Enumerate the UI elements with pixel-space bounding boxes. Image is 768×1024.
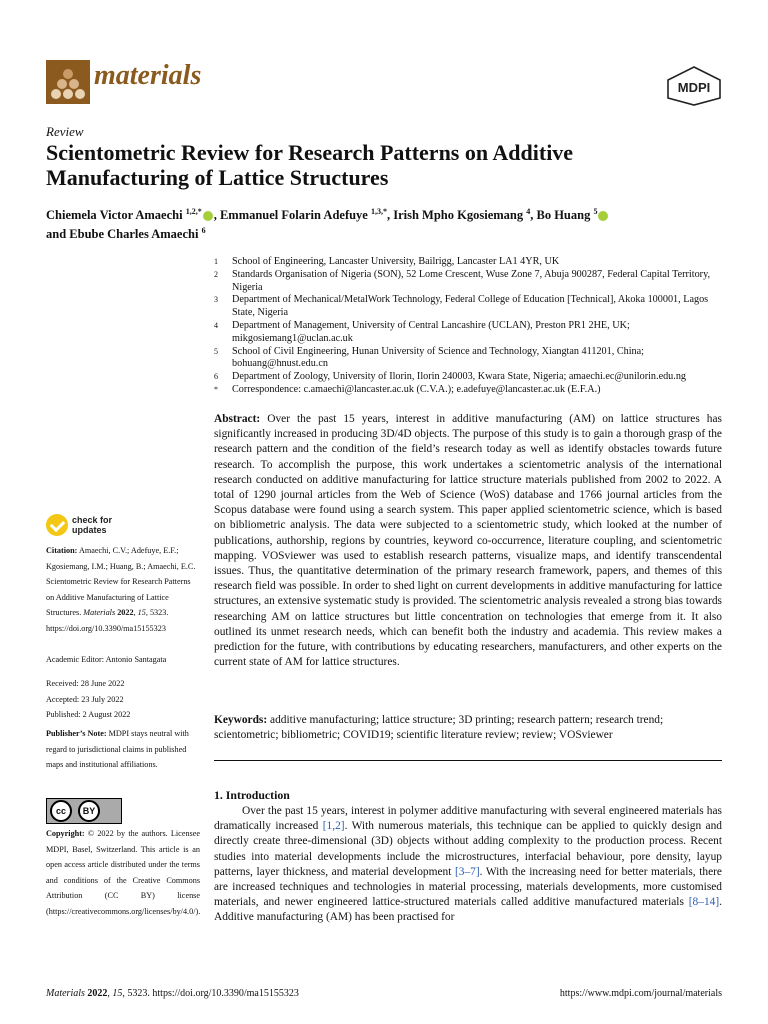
mdpi-logo-icon bbox=[666, 66, 722, 106]
publisher-note: Publisher’s Note: MDPI stays neutral with regard to jurisdictional claims in published maps and institutional affiliations. bbox=[46, 729, 189, 769]
received-date: Received: 28 June 2022 bbox=[46, 679, 125, 688]
author-name[interactable]: Ebube Charles Amaechi bbox=[69, 227, 199, 242]
author-affiliation-sup: 4 bbox=[526, 207, 531, 216]
citation-link[interactable]: [1,2] bbox=[322, 820, 345, 833]
publisher-name: MDPI bbox=[677, 80, 711, 95]
dates-block bbox=[46, 676, 200, 723]
author-list: Chiemela Victor Amaechi $^{1,2,*}$ , Emmanuel Folarin Adefuye $^{1,3,*}$, Irish Mpho Kgosiemang $^4$, Bo Huang $^5$ and Ebube Charles Amaechi $^6$ bbox=[46, 204, 726, 242]
orcid-icon[interactable] bbox=[203, 211, 213, 221]
orcid-icon[interactable] bbox=[598, 211, 608, 221]
accepted-date: Accepted: 23 July 2022 bbox=[46, 694, 124, 704]
affiliation-item: 3 Department of Mechanical/MetalWork Technology, Federal College of Education [Technical], Akoka 100001, Lagos State, Nigeria bbox=[214, 294, 709, 319]
footer-journal-url[interactable]: https://www.mdpi.com/journal/materials bbox=[559, 988, 722, 999]
page-title: Scientometric Review for Research Patterns on Additive Manufacturing of Lattice Structures bbox=[46, 140, 574, 190]
citation-link[interactable]: [8–14] bbox=[688, 896, 720, 909]
footer-citation: Materials 2022, 15, 5323. https://doi.org/10.3390/ma15155323 bbox=[46, 988, 299, 999]
section-divider bbox=[214, 760, 722, 761]
abstract bbox=[214, 412, 722, 670]
cc-by-license-icon[interactable]: cc BY bbox=[46, 798, 122, 824]
author-name[interactable]: Emmanuel Folarin Adefuye bbox=[219, 208, 368, 223]
affiliation-item: 1 School of Engineering, Lancaster University, Bailrigg, Lancaster LA1 4YR, UK bbox=[214, 256, 560, 267]
author-name[interactable]: Bo Huang bbox=[536, 208, 591, 223]
keywords-label: Keywords: bbox=[214, 714, 268, 726]
author-affiliation-sup: 6 bbox=[201, 226, 206, 236]
author-affiliation-sup: 1,2,* bbox=[185, 207, 202, 216]
check-icon bbox=[46, 514, 68, 536]
author-affiliation-sup: 5 bbox=[593, 207, 598, 216]
author-name[interactable]: Irish Mpho Kgosiemang bbox=[393, 208, 524, 223]
affiliation-item: 5 School of Civil Engineering, Hunan University of Science and Technology, Xiangtan 411201, China; bohuang@hnust.edu.cn bbox=[214, 345, 644, 370]
affiliation-item: 6 Department of Zoology, University of Ilorin, Ilorin 240003, Kwara State, Nigeria; amaechi.ec@unilorin.edu.ng bbox=[214, 371, 687, 383]
citation-block: Citation: Amaechi, C.V.; Adefuye, E.F.; Kgosiemang, I.M.; Huang, B.; Amaechi, E.C. Scientometric Review for Research Patterns on Additive Manufacturing of Lattice Structures. Materials 2022, 15, 5323. https://doi.org/10.3390/ma15155323 bbox=[46, 546, 196, 633]
author-affiliation-sup: 1,3,* bbox=[370, 207, 387, 216]
journal-logo-icon bbox=[46, 60, 90, 104]
author-name[interactable]: Chiemela Victor Amaechi bbox=[46, 208, 183, 223]
correspondence-item: * Correspondence: c.amaechi@lancaster.ac.uk (C.V.A.); e.adefuye@lancaster.ac.uk (E.F.A.) bbox=[214, 383, 601, 395]
check-for-updates-button[interactable]: check for updates bbox=[46, 514, 112, 536]
affiliation-item: 4 Department of Management, University of Central Lancashire (UCLAN), Preston PR1 2HE, UK; mikgosiemang1@uclan.ac.uk bbox=[214, 319, 630, 344]
affiliation-item: 2 Standards Organisation of Nigeria (SON), 52 Lome Crescent, Wuse Zone 7, Abuja 900287, Federal Capital Territory, Nigeria bbox=[214, 268, 711, 293]
abstract-text: Over the past 15 years, interest in additive manufacturing (AM) on lattice structures has significantly increased in producing 3D/4D objects. The purpose of this study is to gain a thorough grasp of the research pattern and the condition of the field’s research today as well as identify obstacles towards future research. To accomplish the purpose, this work undertakes a scientometric analysis of the international research conducted on additive manufacturing for lattice structure materials published from 2002 to 2022. A total of 1290 journal articles from the Web of Science (WoS) database and 1766 journal articles from the Scopus database were found using a search system. This paper applied scientometric science, which is based on bibliometric analysis. The data were subjected to a scientometric study, which looked at the number of publications, authorship, regions by countries, keyword co-occurrence, literature coupling, and scientometric mapping. VOSviewer was used to establish research patterns, visualize maps, and identify transcendental issues. Thus, the quantitative determination of the primary research framework, papers, and themes of this research field was possible. In order to shed light on current developments in additive manufacturing for lattice structures, an extensive systematic study is provided. The scientometric analysis revealed a strong bias towards researching AM on lattice structures but little concentration on technologies that emerge from it. It also outlined its unmet research needs, which can benefit both the industry and academia. This review makes a prediction for the future, with contributions by educating researchers, manufacturers, and other experts on the current state of AM for lattice structures. bbox=[214, 413, 722, 669]
keywords-text: additive manufacturing; lattice structure; 3D printing; research pattern; research trend; scientometric; bibliometric; COVID19; scientific literature review; review; VOSviewer bbox=[214, 714, 664, 742]
affiliation-list bbox=[214, 256, 726, 397]
journal-name: materials bbox=[94, 60, 202, 91]
keywords bbox=[214, 713, 722, 743]
section-heading: 1. Introduction bbox=[214, 788, 290, 802]
intro-paragraph: Over the past 15 years, interest in polymer additive manufacturing with several engineered materials has dramatically increased [1,2]. With numerous materials, this technique can be applied to quickly design and directly create three-dimensional (3D) objects without adding complexity to the production process. Recent studies into material developments include the microstructures, interfacial behaviour, pore density, layup patterns, layer thickness, and material development [3–7]. With the increasing need for better materials, there are increased techniques and technologies in material processing, materials developments, more customised materials, and newer engineered lattice-structured materials called additive manufactured materials [8–14]. Additive manufacturing (AM) has been practised for bbox=[214, 805, 722, 924]
citation-link[interactable]: [3–7] bbox=[454, 865, 480, 878]
copyright-block: Copyright: © 2022 by the authors. Licensee MDPI, Basel, Switzerland. This article is an open access article distributed under the terms and conditions of the Creative Commons Attribution (CC BY) license (https://creativecommons.org/licenses/by/4.0/). bbox=[46, 829, 201, 916]
published-date: Published: 2 August 2022 bbox=[46, 710, 131, 719]
abstract-label: Abstract: bbox=[214, 413, 261, 425]
article-type: Review bbox=[46, 124, 84, 139]
academic-editor: Academic Editor: Antonio Santagata bbox=[46, 655, 167, 664]
